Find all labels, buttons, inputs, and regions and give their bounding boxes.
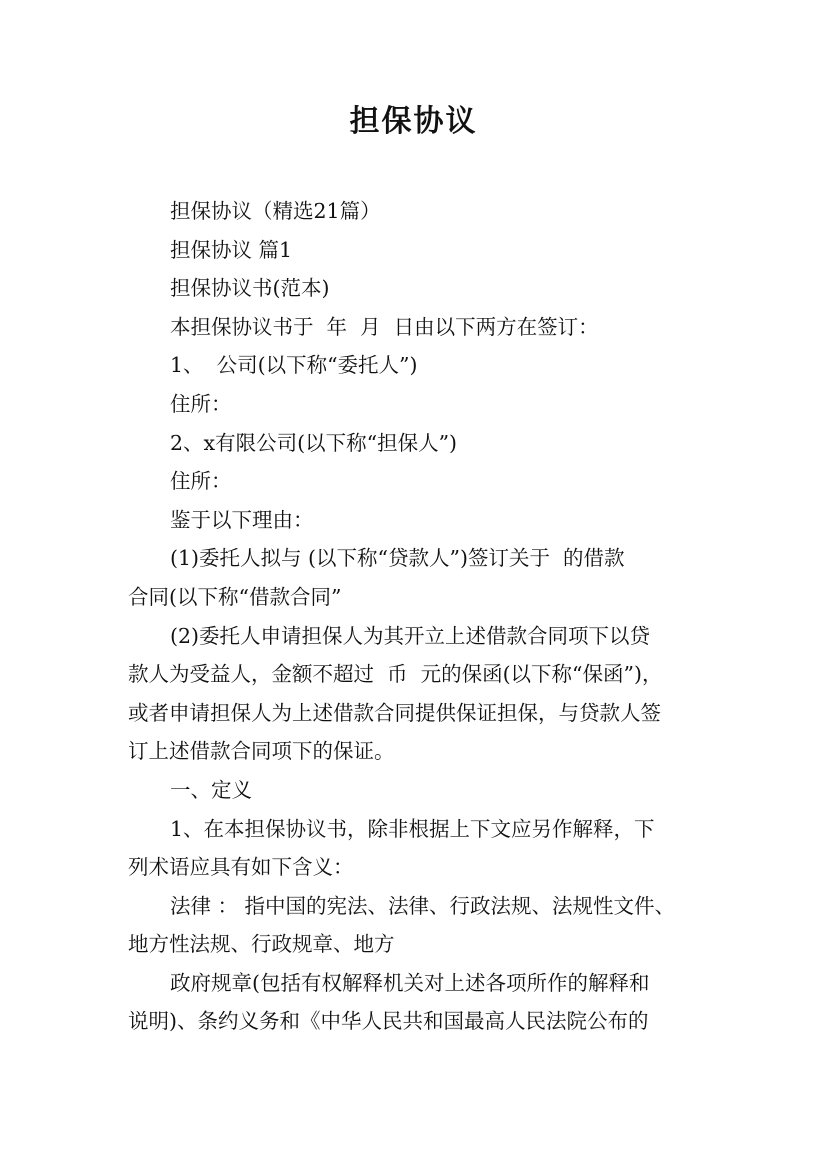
paragraph-line: 1、在本担保协议书，除非根据上下文应另作解释，下 (170, 816, 655, 841)
paragraph-line: 住所： (170, 469, 232, 494)
paragraph-line: 地方性法规、行政规章、地方 (128, 932, 395, 957)
paragraph-line: 政府规章(包括有权解释机关对上述各项所作的解释和 (170, 970, 650, 995)
document-title: 担保协议 (349, 104, 478, 139)
paragraph-line: 本担保协议书于 年 月 日由以下两方在签订： (170, 314, 599, 339)
paragraph-line: 担保协议书(范本) (170, 276, 330, 301)
document-body (128, 192, 708, 1041)
paragraph-line: 担保协议（精选21篇） (170, 199, 381, 223)
paragraph-line: 一、定义 (170, 777, 252, 802)
paragraph-line: 列术语应具有如下含义： (128, 855, 354, 880)
paragraph-line: 1、 公司(以下称“委托人”) (170, 353, 418, 378)
paragraph-line: 住所： (170, 391, 232, 416)
paragraph-line: (1)委托人拟与 (以下称“贷款人”)签订关于 的借款 (170, 546, 625, 571)
paragraph-line: 订上述借款合同项下的保证。 (128, 739, 395, 764)
paragraph-line: 担保协议 篇1 (170, 237, 293, 262)
paragraph-line: 款人为受益人，金额不超过 币 元的保函(以下称“保函”)， (128, 662, 663, 687)
paragraph-line: 2、x有限公司(以下称“担保人”) (170, 430, 458, 455)
paragraph-line: 或者申请担保人为上述借款合同提供保证担保，与贷款人签 (128, 700, 661, 725)
paragraph-line: 合同(以下称“借款合同” (128, 584, 342, 609)
paragraph-line: 法律 ： 指中国的宪法、法律、行政法规、法规性文件、 (170, 893, 676, 918)
paragraph-line: 说明)、条约义务和《中华人民共和国最高人民法院公布的 (128, 1009, 649, 1034)
paragraph-line: 鉴于以下理由： (170, 507, 314, 532)
paragraph-line: (2)委托人申请担保人为其开立上述借款合同项下以贷 (170, 623, 651, 648)
